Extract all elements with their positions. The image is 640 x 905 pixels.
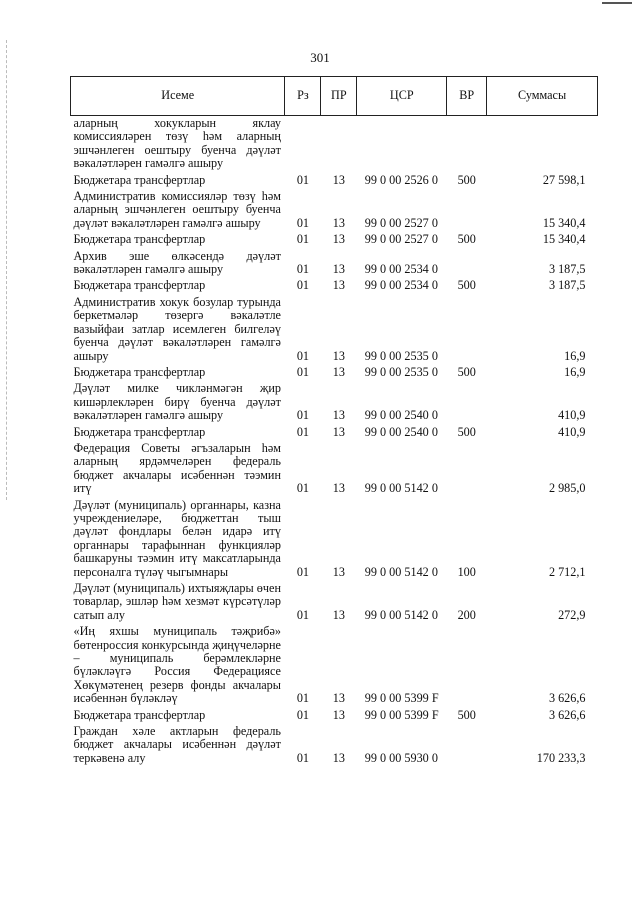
budget-table — [70, 76, 598, 767]
table-row — [71, 581, 598, 624]
row-csr: 99 0 00 5142 0 — [364, 607, 438, 622]
row-vr — [447, 724, 487, 767]
row-pr: 13 — [332, 364, 345, 379]
row-csr: 99 0 00 2527 0 — [364, 215, 438, 230]
header-rz: Рз — [285, 77, 321, 116]
row-csr: 99 0 00 2534 0 — [364, 262, 438, 277]
row-vr — [447, 624, 487, 707]
row-name: аларның хокукларын яклау комиссияләрен төзү һәм аларның эшчәнлеген оештыру буенча дәүләт вәкаләтләрен гамәлгә ашыру — [73, 116, 281, 171]
margin-line — [6, 40, 8, 500]
row-rz: 01 — [296, 348, 310, 363]
row-name: Бюджетара трансфертлар — [73, 232, 206, 247]
row-sum: 15 340,4 — [542, 232, 586, 247]
row-name: Бюджетара трансфертлар — [73, 364, 206, 379]
table-row — [71, 173, 598, 189]
row-csr: 99 0 00 2535 0 — [364, 364, 438, 379]
header-sum: Суммасы — [487, 77, 598, 116]
row-name: Дәүләт (муниципаль) ихтыяҗлары өчен товарлар, эшләр һәм хезмәт күрсәтүләр сатып алу — [73, 581, 281, 622]
row-name: Граждан хәле актларын федераль бюджет акчалары исәбеннән дәүләт теркәвенә алу — [73, 724, 281, 765]
row-csr: 99 0 00 2527 0 — [364, 232, 438, 247]
row-rz: 01 — [296, 564, 310, 579]
header-name: Исеме — [71, 77, 285, 116]
row-name: Бюджетара трансфертлар — [73, 707, 206, 722]
row-pr: 13 — [332, 232, 345, 247]
table-row — [71, 232, 598, 248]
row-name: Бюджетара трансфертлар — [73, 424, 206, 439]
row-pr: 13 — [332, 691, 345, 706]
table-row — [71, 295, 598, 365]
row-sum: 2 985,0 — [548, 481, 586, 496]
row-rz: 01 — [296, 424, 310, 439]
row-vr — [447, 249, 487, 279]
row-vr: 500 — [457, 364, 476, 379]
row-pr: 13 — [332, 564, 345, 579]
row-sum: 3 187,5 — [548, 262, 586, 277]
row-pr: 13 — [332, 481, 345, 496]
row-vr: 500 — [457, 172, 476, 187]
row-pr: 13 — [332, 348, 345, 363]
row-rz: 01 — [296, 707, 310, 722]
table-row — [71, 425, 598, 441]
row-vr — [447, 441, 487, 498]
row-pr: 13 — [332, 424, 345, 439]
corner-mark — [602, 2, 632, 4]
row-pr: 13 — [332, 707, 345, 722]
row-vr: 100 — [457, 564, 476, 579]
row-csr: 99 0 00 2540 0 — [364, 408, 438, 423]
table-row — [71, 116, 598, 173]
row-rz: 01 — [296, 408, 310, 423]
row-vr: 500 — [457, 278, 476, 293]
row-csr: 99 0 00 2534 0 — [364, 278, 438, 293]
row-rz: 01 — [296, 364, 310, 379]
row-pr — [321, 116, 357, 173]
table-row — [71, 441, 598, 498]
row-vr: 500 — [457, 707, 476, 722]
table-row — [71, 249, 598, 279]
row-rz — [285, 116, 321, 173]
table-row — [71, 381, 598, 424]
row-csr: 99 0 00 5142 0 — [364, 481, 438, 496]
table-row — [71, 189, 598, 232]
row-pr: 13 — [332, 408, 345, 423]
table-row — [71, 498, 598, 581]
row-rz: 01 — [296, 172, 310, 187]
row-sum: 27 598,1 — [542, 172, 586, 187]
row-sum: 16,9 — [564, 364, 586, 379]
row-vr — [447, 189, 487, 232]
row-name: Бюджетара трансфертлар — [73, 278, 206, 293]
row-name: Административ хокук бозулар турында беркетмәләр төзергә вәкаләтле вазыйфаи затлар исемлеген билгеләү буенча дәүләт вәкаләтләрен гамәлгә ашыру — [73, 294, 281, 363]
row-vr: 500 — [457, 424, 476, 439]
row-rz: 01 — [296, 691, 310, 706]
row-sum: 15 340,4 — [542, 215, 586, 230]
row-csr: 99 0 00 5399 F — [364, 707, 439, 722]
page-number: 301 — [310, 50, 330, 65]
row-name: Дәүләт милке чикләнмәгән җир кишәрлекләрен бирү буенча дәүләт вәкаләтләрен гамәлгә ашыру — [73, 381, 281, 423]
row-rz: 01 — [296, 232, 310, 247]
row-sum: 2 712,1 — [548, 564, 586, 579]
row-csr: 99 0 00 5399 F — [364, 691, 439, 706]
row-sum: 272,9 — [558, 607, 586, 622]
row-csr — [357, 116, 447, 173]
row-name: Бюджетара трансфертлар — [73, 172, 206, 187]
row-pr: 13 — [332, 750, 345, 765]
row-sum: 170 233,3 — [536, 750, 586, 765]
row-rz: 01 — [296, 278, 310, 293]
row-sum: 16,9 — [564, 348, 586, 363]
row-rz: 01 — [296, 750, 310, 765]
row-sum: 3 626,6 — [548, 707, 586, 722]
row-vr: 500 — [457, 232, 476, 247]
table-row — [71, 724, 598, 767]
header-vr: ВР — [447, 77, 487, 116]
row-name: «Иң яхшы муниципаль тәҗрибә» бөтенроссия конкурсында җиңүчеләрне – муниципаль берәмлекләрне бүләкләүгә Россия Федерациясе Хөкүмәтенең резерв фонды акчалары исәбеннән бүләкләү — [73, 624, 281, 706]
row-pr: 13 — [332, 607, 345, 622]
header-csr: ЦСР — [357, 77, 447, 116]
row-rz: 01 — [296, 481, 310, 496]
table-row — [71, 365, 598, 381]
row-csr: 99 0 00 2526 0 — [364, 172, 438, 187]
row-pr: 13 — [332, 215, 345, 230]
row-csr: 99 0 00 2540 0 — [364, 424, 438, 439]
row-sum — [487, 116, 598, 173]
table-row — [71, 278, 598, 294]
row-rz: 01 — [296, 262, 310, 277]
table-body — [71, 116, 598, 768]
row-sum: 410,9 — [558, 424, 586, 439]
table-row — [71, 708, 598, 724]
row-vr: 200 — [457, 607, 476, 622]
row-vr — [447, 116, 487, 173]
row-sum: 410,9 — [558, 408, 586, 423]
row-rz: 01 — [296, 607, 310, 622]
table-header — [71, 77, 598, 116]
row-vr — [447, 381, 487, 424]
row-rz: 01 — [296, 215, 310, 230]
row-sum: 3 187,5 — [548, 278, 586, 293]
row-name: Федерация Советы әгъзаларын һәм аларның ярдәмчеләрен федераль бюджет акчалары исәбеннән тәэмин итү — [73, 440, 281, 496]
row-csr: 99 0 00 5930 0 — [364, 750, 438, 765]
row-name: Дәүләт (муниципаль) органнары, казна учреждениеләре, бюджеттан тыш дәүләт фондлары белән идарә итү органнары тарафыннан функцияләр башкаруны тәэмин итү максатларында персоналга түләү чыгымнары — [73, 497, 281, 579]
row-pr: 13 — [332, 172, 345, 187]
table-row — [71, 624, 598, 707]
row-name: Архив эше өлкәсендә дәүләт вәкаләтләрен гамәлгә ашыру — [73, 248, 281, 277]
row-csr: 99 0 00 2535 0 — [364, 348, 438, 363]
row-pr: 13 — [332, 262, 345, 277]
row-pr: 13 — [332, 278, 345, 293]
row-name: Административ комиссияләр төзү һәм аларның эшчәнлеген оештыру буенча дәүләт вәкаләтләрен гамәлгә ашыру — [73, 189, 281, 230]
row-sum: 3 626,6 — [548, 691, 586, 706]
row-vr — [447, 295, 487, 365]
row-csr: 99 0 00 5142 0 — [364, 564, 438, 579]
header-pr: ПР — [321, 77, 357, 116]
